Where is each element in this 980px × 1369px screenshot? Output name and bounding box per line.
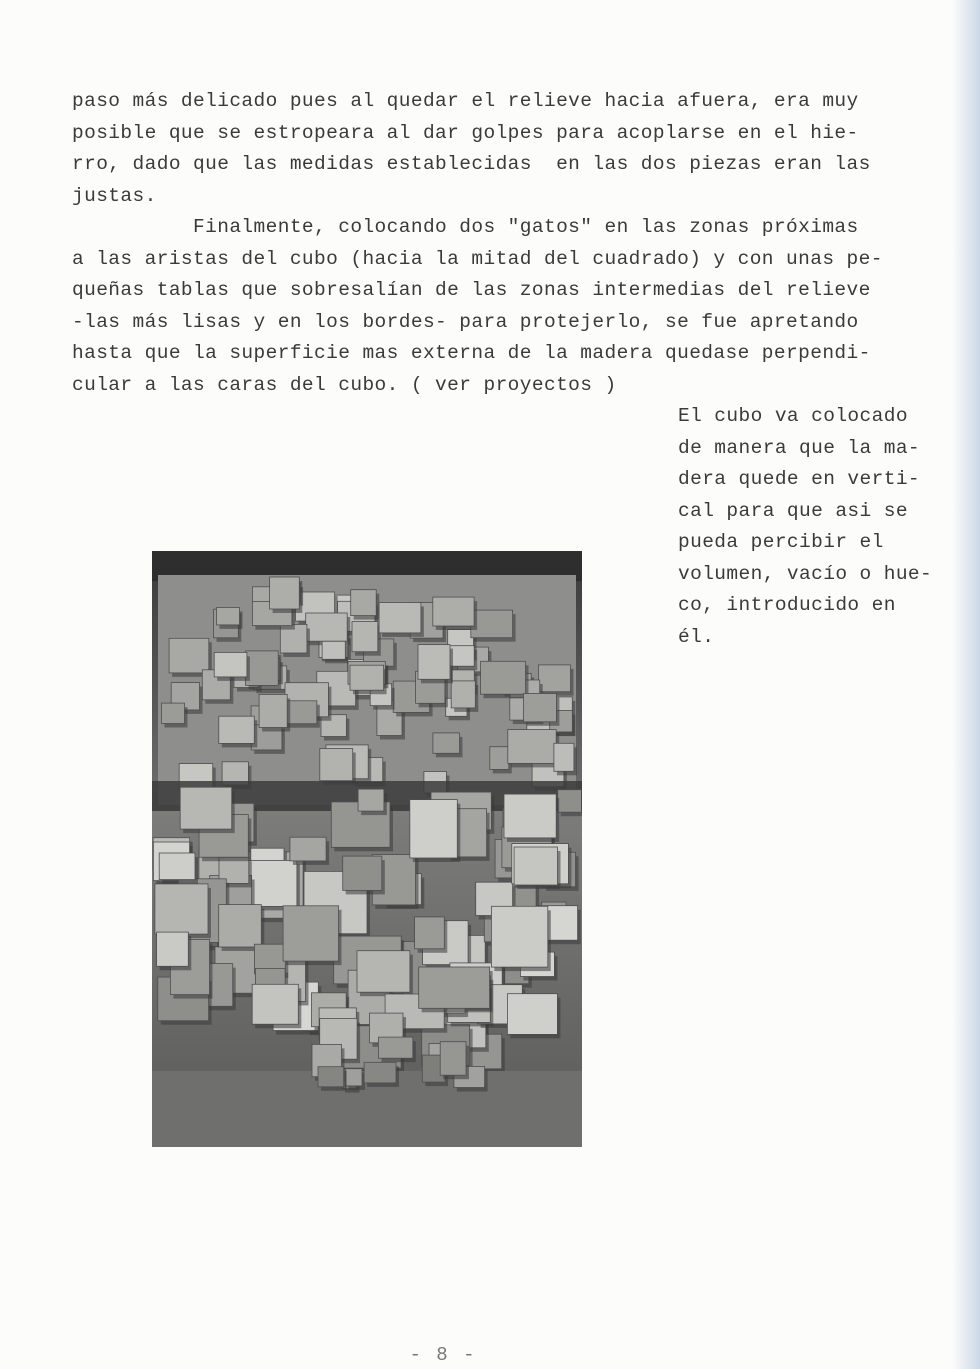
side-note-line: dera quede en verti- xyxy=(678,468,921,490)
main-paragraph xyxy=(72,86,922,401)
page-number: - 8 - xyxy=(409,1344,477,1366)
side-note-line: El cubo va colocado xyxy=(678,405,908,427)
text-line: paso más delicado pues al quedar el relieve hacia afuera, era muy xyxy=(72,90,859,112)
side-note-line: pueda percibir el xyxy=(678,531,884,553)
relief-photograph xyxy=(152,551,582,1147)
side-note-line: cal para que asi se xyxy=(678,499,908,522)
text-line: rro, dado que las medidas establecidas en las dos piezas eran las xyxy=(72,153,871,175)
side-note-line: co, introducido en xyxy=(678,594,896,616)
side-note-line: de manera que la ma- xyxy=(678,436,921,459)
text-line: -las más lisas y en los bordes- para protejerlo, se fue apretando xyxy=(72,310,859,333)
text-line: queñas tablas que sobresalían de las zonas intermedias del relieve xyxy=(72,279,871,301)
side-note-line: él. xyxy=(678,625,715,648)
text-line: posible que se estropeara al dar golpes para acoplarse en el hie- xyxy=(72,121,859,144)
text-line: Finalmente, colocando dos "gatos" en las zonas próximas xyxy=(72,216,859,238)
text-line: justas. xyxy=(72,184,157,207)
side-note xyxy=(678,401,958,653)
scan-edge-shadow xyxy=(952,0,980,1369)
text-line: cular a las caras del cubo. ( ver proyectos ) xyxy=(72,373,617,396)
text-line: a las aristas del cubo (hacia la mitad del cuadrado) y con unas pe- xyxy=(72,247,883,270)
side-note-line: volumen, vacío o hue- xyxy=(678,562,933,585)
text-line: hasta que la superficie mas externa de la madera quedase perpendi- xyxy=(72,342,871,364)
